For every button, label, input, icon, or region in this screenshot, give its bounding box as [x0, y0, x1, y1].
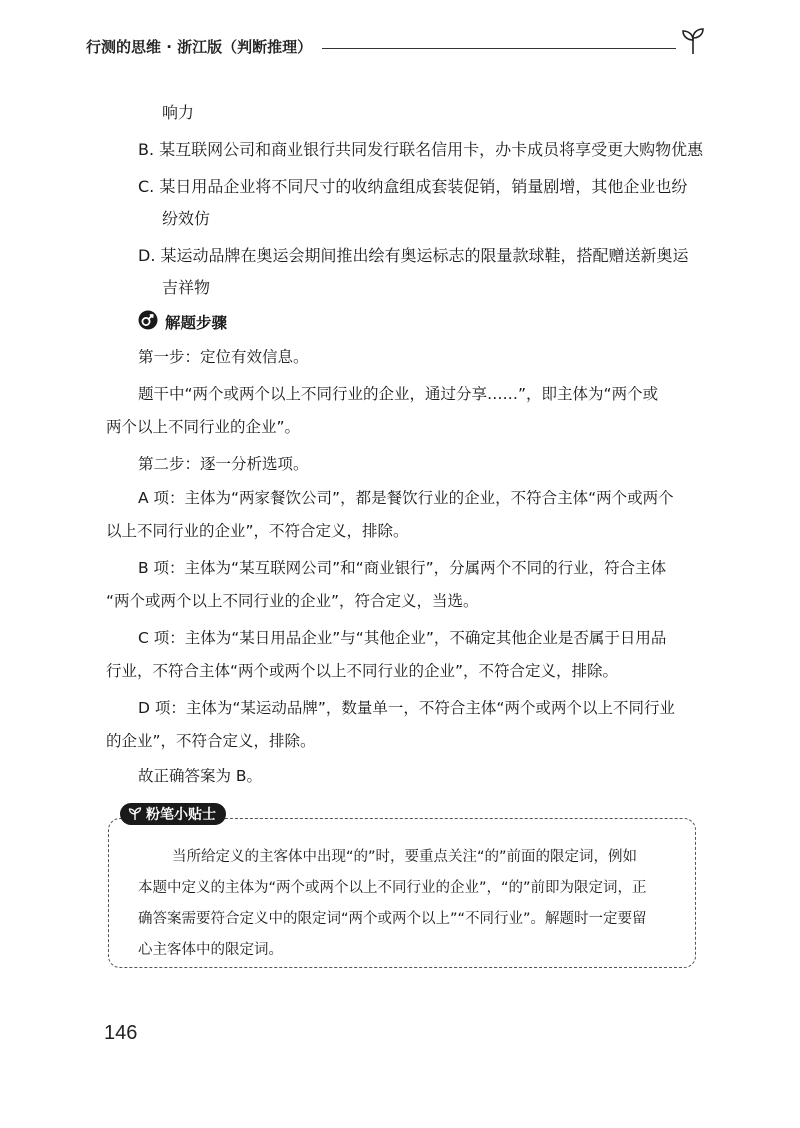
- step-2: 第二步：逐一分析选项。: [138, 455, 309, 473]
- paragraph-1-line1: 题干中“两个或两个以上不同行业的企业，通过分享……”，即主体为“两个或: [138, 385, 659, 403]
- analysis-d-line1: D 项：主体为“某运动品牌”，数量单一，不符合主体“两个或两个以上不同行业: [138, 699, 675, 717]
- analysis-c-line2: 行业，不符合主体“两个或两个以上不同行业的企业”，不符合定义，排除。: [106, 662, 619, 680]
- option-d-line1: D. 某运动品牌在奥运会期间推出绘有奥运标志的限量款球鞋，搭配赠送新奥运: [138, 246, 689, 265]
- tip-badge: [120, 803, 226, 825]
- tip-line4: 心主客体中的限定词。: [138, 942, 283, 958]
- option-d-line2: 吉祥物: [162, 278, 211, 297]
- option-a-tail: 响力: [162, 103, 195, 122]
- running-header: [86, 32, 706, 60]
- analysis-a-line1: A 项：主体为“两家餐饮公司”，都是餐饮行业的企业，不符合主体“两个或两个: [138, 489, 674, 507]
- header-title: 行测的思维 · 浙江版（判断推理）: [86, 37, 313, 56]
- analysis-a-line2: 以上不同行业的企业”，不符合定义，排除。: [106, 522, 409, 540]
- header-rule: [322, 48, 676, 49]
- option-b: B. 某互联网公司和商业银行共同发行联名信用卡，办卡成员将享受更大购物优惠: [138, 140, 704, 159]
- step-1: 第一步：定位有效信息。: [138, 348, 309, 366]
- analysis-c-line1: C 项：主体为“某日用品企业”与“其他企业”，不确定其他企业是否属于日用品: [138, 629, 667, 647]
- conclusion: 故正确答案为 B。: [138, 767, 263, 785]
- analysis-b-line2: “两个或两个以上不同行业的企业”，符合定义，当选。: [106, 592, 479, 610]
- option-c-line2: 纷效仿: [162, 209, 211, 228]
- tip-line3: 确答案需要符合定义中的限定词“两个或两个以上”“不同行业”。解题时一定要留: [138, 911, 647, 927]
- option-c-line1: C. 某日用品企业将不同尺寸的收纳盒组成套装促销，销量剧增，其他企业也纷: [138, 177, 688, 196]
- paragraph-1-line2: 两个以上不同行业的企业”。: [106, 418, 301, 436]
- analysis-b-line1: B 项：主体为“某互联网公司”和“商业银行”，分属两个不同的行业，符合主体: [138, 559, 667, 577]
- tip-line1: 当所给定义的主客体中出现“的”时，要重点关注“的”前面的限定词，例如: [172, 849, 638, 865]
- sprout-icon: [128, 807, 142, 821]
- tip-badge-label: 粉笔小贴士: [146, 807, 216, 823]
- solution-steps-icon: [138, 310, 158, 330]
- page-number: 146: [104, 1022, 138, 1044]
- tip-line2: 本题中定义的主体为“两个或两个以上不同行业的企业”，“的”前即为限定词，正: [138, 880, 647, 896]
- analysis-d-line2: 的企业”，不符合定义，排除。: [106, 732, 316, 750]
- sprout-icon: [680, 27, 706, 55]
- section-title: 解题步骤: [165, 314, 228, 332]
